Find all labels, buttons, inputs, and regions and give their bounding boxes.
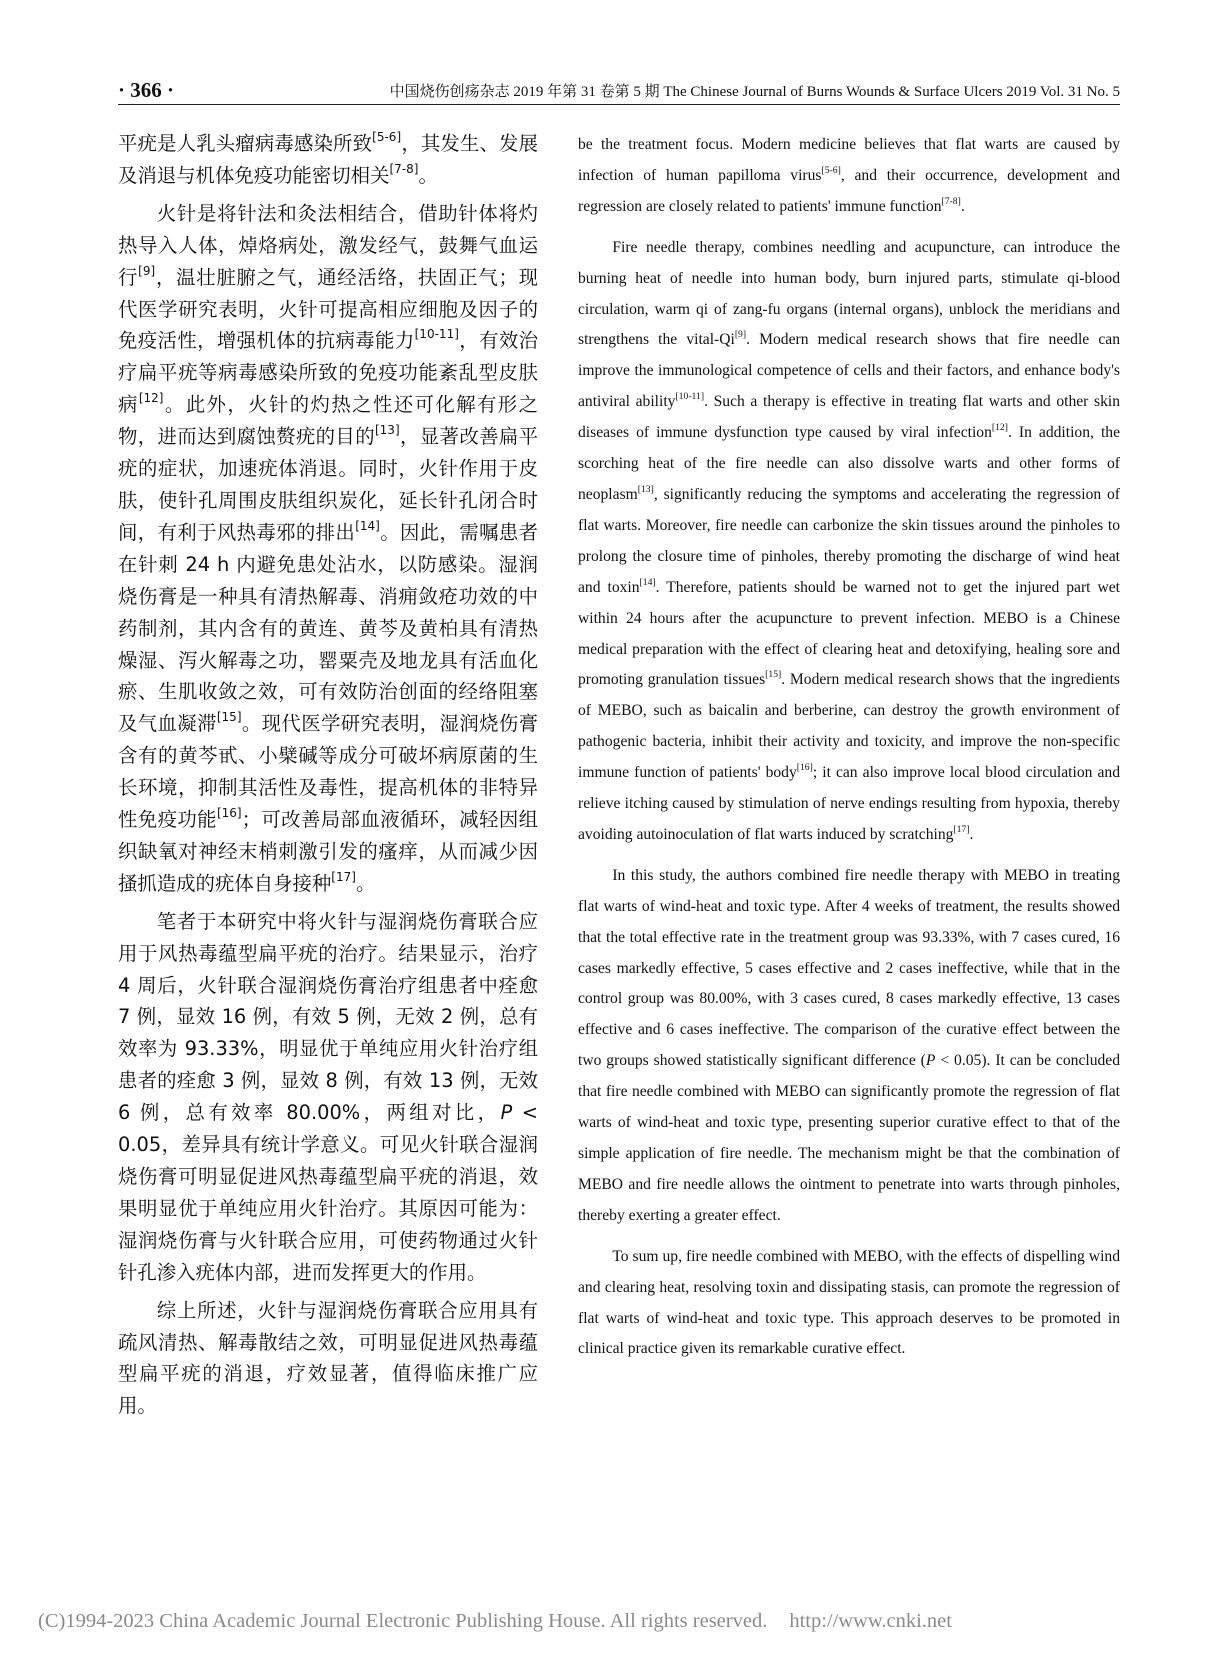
citation: [16] [796, 761, 813, 773]
citation: [13] [637, 483, 654, 495]
chinese-column [118, 128, 538, 1428]
citation: [14] [639, 576, 656, 588]
citation: [12] [991, 421, 1008, 433]
page-number: · 366 · [118, 78, 175, 102]
zh-paragraph: 笔者于本研究中将火针与湿润烧伤膏联合应用于风热毒蕴型扁平疣的治疗。结果显示，治疗 4 周后，火针联合湿润烧伤膏治疗组患者中痊愈 7 例，显效 16 例，有效 5 例，无效 2 例，总有效率为 93.33%，明显优于单纯应用火针治疗组患者的痊愈 3 例，显效 8 例，有效 13 例，无效 6 例，总有效率 80.00%，两组对比，P < 0.05，差异具有统计学意义。可见火针联合湿润烧伤膏可明显促进风热毒蕴型扁平疣的消退，效果明显优于单纯应用火针治疗。其原因可能为：湿润烧伤膏与火针联合应用，可使药物通过火针针孔渗入疣体内部，进而发挥更大的作用。 [118, 909, 538, 1284]
citation: [7-8] [941, 195, 961, 207]
citation: [15] [765, 669, 782, 681]
citation: [13] [374, 423, 400, 438]
citation: [16] [216, 806, 242, 821]
en-paragraph: To sum up, fire needle combined with MEBO, with the effects of dispelling wind and clearing heat, resolving toxin and dissipating stasis, can promote the regression of flat warts of wind-heat and toxic type. This approach deserves to be promoted in clinical practice given its remarkable curative effect. [578, 1247, 1120, 1358]
citation: [10-11] [414, 327, 459, 342]
citation: [5-6] [372, 129, 402, 144]
citation: [9] [734, 329, 747, 341]
en-paragraph: be the treatment focus. Modern medicine believes that flat warts are caused by infection of human papilloma virus[5-6], and their occurrence, development and regression are closely related to patients' immune function[7-8]. [578, 136, 1120, 215]
copyright-footer [38, 1610, 952, 1633]
zh-paragraph: 火针是将针法和灸法相结合，借助针体将灼热导入人体，焯烙病处，激发经气，鼓舞气血运行[9]，温壮脏腑之气，通经活络，扶固正气；现代医学研究表明，火针可提高相应细胞及因子的免疫活性，增强机体的抗病毒能力[10-11]，有效治疗扁平疣等病毒感染所致的免疫功能紊乱型皮肤病[12]。此外，火针的灼热之性还可化解有形之物，进而达到腐蚀赘疣的目的[13]，显著改善扁平疣的症状，加速疣体消退。同时，火针作用于皮肤，使针孔周围皮肤组织炭化，延长针孔闭合时间，有利于风热毒邪的排出[14]。因此，需嘱患者在针刺 24 h 内避免患处沾水，以防感染。湿润烧伤膏是一种具有清热解毒、消痈敛疮功效的中药制剂，其内含有的黄连、黄芩及黄柏具有清热燥湿、泻火解毒之功，罂粟壳及地龙具有活血化瘀、生肌收敛之效，可有效防治创面的经络阻塞及气血凝滞[15]。现代医学研究表明，湿润烧伤膏含有的黄芩甙、小檗碱等成分可破坏病原菌的生长环境，抑制其活性及毒性，提高机体的非特异性免疫功能[16]；可改善局部血液循环，减轻因组织缺氧对神经末梢刺激引发的瘙痒，从而减少因搔抓造成的疣体自身接种[17]。 [118, 201, 539, 895]
citation: [17] [331, 869, 356, 884]
citation: [14] [355, 518, 380, 533]
english-column [578, 130, 1120, 1375]
zh-paragraph: 综上所述，火针与湿润烧伤膏联合应用具有疏风清热、解毒散结之效，可明显促进风热毒蕴型扁平疣的消退，疗效显著，值得临床推广应用。 [118, 1298, 538, 1418]
p-symbol: P [500, 1101, 513, 1125]
citation: [5-6] [821, 164, 841, 176]
citation: [15] [216, 710, 242, 725]
citation: [7-8] [389, 161, 419, 176]
journal-title: 中国烧伤创疡杂志 2019 年第 31 卷第 5 期 The Chinese Journal of Burns Wounds & Surface Ulcers 2019 Vol. 31 No. 5 [389, 84, 1120, 100]
en-paragraph: Fire needle therapy, combines needling and acupuncture, can introduce the burning heat of needle into human body, burn injured parts, stimulate qi-blood circulation, warm qi of zang-fu organs (internal organs), unblock the meridians and strengthens the vital-Qi[9]. Modern medical research shows that fire needle can improve the immunological competence of cells and their factors, and enhance body's antiviral ability[10-11]. Such a therapy is effective in treating flat warts and other skin diseases of immune dysfunction type caused by viral infection[12]. In addition, the scorching heat of the fire needle can also dissolve warts and other forms of neoplasm[13], significantly reducing the symptoms and accelerating the regression of flat warts. Moreover, fire needle can carbonize the skin tissues around the pinholes to prolong the closure time of pinholes, thereby promoting the discharge of wind heat and toxin[14]. Therefore, patients should be warned not to get the injured part wet within 24 hours after the acupuncture to prevent infection. MEBO is a Chinese medical preparation with the effect of clearing heat and detoxifying, healing sore and promoting granulation tissues[15]. Modern medical research shows that the ingredients of MEBO, such as baicalin and berberine, can destroy the growth environment of pathogenic bacteria, inhibit their activity and toxicity, and improve the non-specific immune function of patients' body[16]; it can also improve local blood circulation and relieve itching caused by stimulation of nerve endings resulting from hypoxia, thereby avoiding autoinoculation of flat warts induced by scratching[17]. [578, 238, 1121, 843]
running-header [118, 76, 1120, 105]
cnki-link[interactable]: http://www.cnki.net [789, 1610, 952, 1632]
citation: [9] [138, 263, 156, 278]
p-symbol: P [925, 1052, 936, 1070]
copyright-text: (C)1994-2023 China Academic Journal Electronic Publishing House. All rights reserved. [38, 1610, 768, 1632]
citation: [12] [138, 391, 164, 406]
citation: [10-11] [675, 391, 705, 402]
citation: [17] [953, 823, 970, 835]
en-paragraph: In this study, the authors combined fire needle therapy with MEBO in treating flat warts of wind-heat and toxic type. After 4 weeks of treatment, the results showed that the total effective rate in the treatment group was 93.33%, with 7 cases cured, 16 cases markedly effective, 5 cases effective and 2 cases ineffective, while that in the control group was 80.00%, with 3 cases cured, 8 cases markedly effective, 13 cases effective and 6 cases ineffective. The comparison of the curative effect between the two groups showed statistically significant difference (P < 0.05). It can be concluded that fire needle combined with MEBO can significantly promote the regression of flat warts of wind-heat and toxic type, presenting superior curative effect to that of the simple application of fire needle. The mechanism might be that the combination of MEBO and fire needle allows the ointment to penetrate into warts through pinholes, thereby exerting a greater effect. [578, 866, 1121, 1224]
zh-paragraph: 平疣是人乳头瘤病毒感染所致[5-6]，其发生、发展及消退与机体免疫功能密切相关[7-8]。 [118, 129, 539, 187]
